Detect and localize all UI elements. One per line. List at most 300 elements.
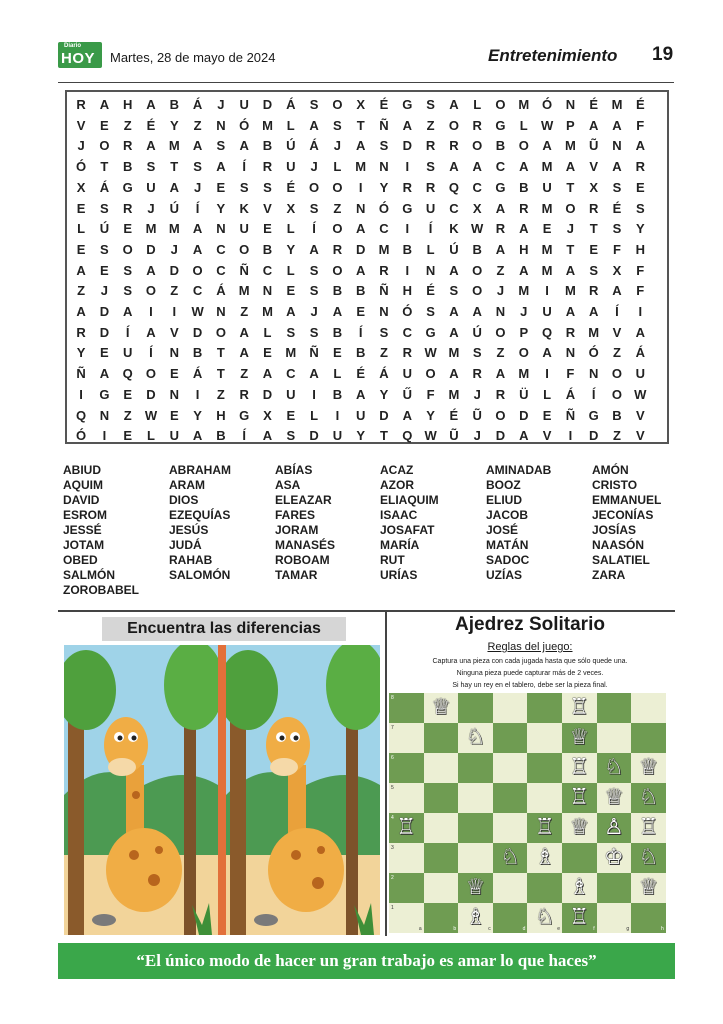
word-list-item: MANASÉS: [275, 538, 336, 552]
grid-letter: U: [332, 428, 343, 444]
board-square-b8[interactable]: [424, 693, 459, 723]
word-search-grid: [65, 90, 669, 444]
grid-letter: I: [312, 386, 317, 402]
grid-letter: Z: [333, 200, 342, 216]
board-square-g2[interactable]: [597, 873, 632, 903]
grid-letter: T: [100, 159, 109, 175]
grid-letter: É: [356, 366, 366, 382]
board-square-d4[interactable]: [493, 813, 528, 843]
board-square-e4[interactable]: [527, 813, 562, 843]
word-list-item: SALATIEL: [592, 553, 650, 567]
grid-letter: G: [402, 200, 413, 216]
queen-icon[interactable]: ♕: [604, 785, 624, 810]
grid-letter: A: [239, 324, 250, 340]
grid-letter: É: [379, 97, 389, 112]
board-square-f5[interactable]: [562, 783, 597, 813]
grid-letter: A: [449, 304, 460, 319]
grid-letter: Á: [99, 179, 110, 195]
grid-letter: M: [611, 97, 623, 112]
grid-letter: K: [449, 221, 460, 237]
word-list-item: OBED: [63, 553, 98, 567]
grid-letter: S: [379, 138, 389, 154]
rook-icon[interactable]: ♖: [638, 815, 659, 840]
grid-letter: P: [566, 117, 576, 133]
grid-letter: E: [169, 366, 180, 382]
grid-letter: Z: [240, 366, 249, 382]
board-square-a3[interactable]: [389, 843, 424, 873]
grid-letter: Í: [125, 324, 130, 340]
newspaper-logo: [58, 42, 102, 68]
grid-letter: E: [542, 407, 552, 423]
grid-letter: N: [495, 304, 506, 319]
grid-letter: R: [76, 97, 87, 112]
grid-letter: F: [613, 241, 622, 257]
grid-letter: B: [472, 241, 483, 257]
grid-letter: X: [76, 179, 86, 195]
grid-letter: Z: [216, 386, 226, 402]
board-square-b6[interactable]: [424, 753, 459, 783]
grid-letter: L: [77, 221, 86, 237]
board-square-d1[interactable]: [493, 903, 528, 933]
rook-icon[interactable]: ♖: [569, 695, 590, 720]
grid-letter: O: [425, 366, 437, 382]
grid-letter: I: [568, 428, 573, 444]
board-square-a7[interactable]: [389, 723, 424, 753]
grid-letter: Á: [565, 386, 576, 402]
grid-letter: A: [449, 262, 460, 278]
knight-icon[interactable]: ♘: [604, 755, 624, 780]
grid-letter: Q: [76, 407, 87, 423]
grid-letter: O: [99, 138, 110, 154]
grid-letter: K: [239, 200, 250, 216]
grid-letter: T: [216, 366, 226, 382]
grid-row: [67, 136, 667, 157]
grid-letter: R: [262, 159, 273, 175]
grid-letter: G: [495, 117, 507, 133]
knight-icon[interactable]: ♘: [638, 845, 659, 870]
file-label: g: [626, 926, 630, 932]
grid-letter: Ú: [99, 221, 110, 237]
knight-icon[interactable]: ♘: [638, 785, 659, 810]
grid-letter: Z: [613, 428, 622, 444]
word-list-item: JOSÉ: [486, 523, 519, 537]
board-square-h3[interactable]: [631, 843, 666, 873]
board-square-d3[interactable]: [493, 843, 528, 873]
grid-letter: S: [123, 283, 133, 299]
board-square-c5[interactable]: [458, 783, 493, 813]
grid-letter: J: [217, 97, 225, 112]
grid-letter: A: [99, 366, 110, 382]
board-square-a8[interactable]: [389, 693, 424, 723]
grid-letter: U: [286, 386, 296, 402]
word-list-item: ELIUD: [486, 493, 522, 507]
grid-letter: F: [636, 283, 645, 299]
grid-letter: E: [356, 304, 366, 319]
grid-letter: Y: [193, 407, 203, 423]
knight-icon[interactable]: ♘: [534, 905, 555, 930]
board-square-f8[interactable]: [562, 693, 597, 723]
board-square-h6[interactable]: [631, 753, 666, 783]
grid-letter: O: [472, 283, 483, 299]
board-square-g5[interactable]: [597, 783, 632, 813]
grid-letter: M: [262, 304, 274, 319]
grid-letter: C: [192, 283, 203, 299]
queen-icon[interactable]: ♕: [638, 875, 659, 900]
grid-letter: S: [309, 97, 319, 112]
grid-letter: V: [635, 428, 646, 444]
grid-letter: C: [472, 179, 483, 195]
grid-letter: U: [239, 221, 250, 237]
grid-letter: J: [310, 304, 319, 319]
grid-letter: É: [612, 200, 622, 216]
grid-letter: Z: [193, 117, 203, 133]
grid-letter: G: [495, 179, 507, 195]
grid-letter: S: [286, 324, 296, 340]
grid-letter: X: [612, 262, 622, 278]
section-divider: [58, 610, 675, 612]
board-square-f1[interactable]: [562, 903, 597, 933]
board-square-d5[interactable]: [493, 783, 528, 813]
board-square-e8[interactable]: [527, 693, 562, 723]
grid-row: [67, 406, 667, 427]
grid-letter: M: [518, 97, 530, 112]
word-list: [63, 463, 675, 603]
file-label: d: [522, 926, 526, 932]
rank-label: 8: [391, 695, 394, 701]
quote-banner: “El único modo de hacer un gran trabajo es amar lo que haces”: [58, 943, 675, 979]
grid-letter: D: [262, 386, 273, 402]
board-square-g4[interactable]: [597, 813, 632, 843]
board-square-b4[interactable]: [424, 813, 459, 843]
grid-letter: N: [565, 345, 576, 361]
board-square-e2[interactable]: [527, 873, 562, 903]
board-square-a2[interactable]: [389, 873, 424, 903]
issue-date: Martes, 28 de mayo de 2024: [110, 50, 276, 65]
grid-row: [67, 157, 667, 178]
grid-letter: A: [146, 324, 157, 340]
word-list-item: SALOMÓN: [169, 568, 231, 582]
grid-letter: M: [355, 159, 367, 175]
grid-letter: O: [495, 97, 507, 112]
grid-letter: O: [518, 138, 530, 154]
board-square-g3[interactable]: [597, 843, 632, 873]
grid-letter: C: [449, 200, 460, 216]
rank-label: 2: [391, 875, 394, 881]
grid-letter: S: [426, 97, 436, 112]
grid-letter: A: [635, 138, 646, 154]
grid-letter: A: [355, 386, 366, 402]
grid-letter: E: [100, 262, 110, 278]
grid-letter: J: [100, 283, 109, 299]
grid-letter: Q: [402, 428, 413, 444]
grid-letter: D: [495, 428, 506, 444]
board-square-b2[interactable]: [424, 873, 459, 903]
grid-letter: R: [472, 117, 483, 133]
bishop-icon[interactable]: ♗: [465, 905, 486, 930]
board-square-h7[interactable]: [631, 723, 666, 753]
grid-letter: D: [99, 324, 110, 340]
grid-letter: N: [612, 138, 623, 154]
word-list-item: TAMAR: [275, 568, 318, 582]
board-square-e1[interactable]: [527, 903, 562, 933]
grid-letter: H: [216, 407, 227, 423]
grid-letter: W: [424, 428, 438, 444]
board-square-e5[interactable]: [527, 783, 562, 813]
board-square-d2[interactable]: [493, 873, 528, 903]
grid-letter: A: [355, 262, 366, 278]
board-square-h8[interactable]: [631, 693, 666, 723]
grid-letter: L: [310, 407, 319, 423]
grid-letter: E: [333, 345, 343, 361]
grid-letter: Ó: [542, 97, 553, 112]
grid-letter: V: [589, 159, 599, 175]
board-square-c7[interactable]: [458, 723, 493, 753]
grid-letter: G: [239, 407, 250, 423]
grid-letter: Á: [192, 97, 203, 112]
knight-icon[interactable]: ♘: [465, 725, 486, 750]
grid-letter: A: [192, 241, 203, 257]
rook-icon[interactable]: ♖: [569, 905, 590, 930]
board-square-f2[interactable]: [562, 873, 597, 903]
grid-letter: R: [425, 138, 436, 154]
grid-letter: L: [519, 117, 529, 133]
board-square-b3[interactable]: [424, 843, 459, 873]
page-number: 19: [652, 44, 674, 65]
rook-icon[interactable]: ♖: [569, 785, 590, 810]
grid-letter: C: [495, 159, 506, 175]
grid-row: [67, 364, 667, 385]
word-list-item: AMÓN: [592, 463, 629, 477]
column-divider: [385, 612, 387, 936]
grid-letter: U: [425, 200, 436, 216]
pawn-icon[interactable]: ♙: [604, 815, 624, 840]
grid-letter: J: [566, 221, 575, 237]
bishop-icon[interactable]: ♗: [534, 845, 555, 870]
board-square-g7[interactable]: [597, 723, 632, 753]
board-square-c1[interactable]: [458, 903, 493, 933]
grid-letter: I: [335, 407, 340, 423]
word-list-item: ZARA: [592, 568, 626, 582]
grid-letter: S: [309, 200, 319, 216]
board-square-b7[interactable]: [424, 723, 459, 753]
grid-letter: Y: [356, 428, 366, 444]
board-square-c4[interactable]: [458, 813, 493, 843]
grid-letter: G: [425, 324, 437, 340]
grid-letter: D: [169, 262, 180, 278]
grid-letter: U: [286, 159, 296, 175]
word-list-item: JOSAFAT: [380, 523, 435, 537]
word-list-item: JORAM: [275, 523, 319, 537]
board-square-a5[interactable]: [389, 783, 424, 813]
board-square-f4[interactable]: [562, 813, 597, 843]
board-square-f3[interactable]: [562, 843, 597, 873]
board-square-f7[interactable]: [562, 723, 597, 753]
grid-letter: A: [239, 345, 250, 361]
grid-letter: E: [100, 117, 110, 133]
board-square-b5[interactable]: [424, 783, 459, 813]
grid-letter: G: [588, 407, 600, 423]
board-square-g1[interactable]: [597, 903, 632, 933]
grid-letter: Ú: [286, 138, 296, 154]
board-square-h1[interactable]: [631, 903, 666, 933]
grid-letter: M: [448, 386, 460, 402]
grid-letter: E: [263, 345, 273, 361]
rook-icon[interactable]: ♖: [534, 815, 555, 840]
grid-letter: U: [239, 97, 250, 112]
board-square-c6[interactable]: [458, 753, 493, 783]
board-square-c3[interactable]: [458, 843, 493, 873]
word-list-item: MATÁN: [486, 538, 529, 552]
grid-letter: S: [123, 262, 133, 278]
grid-letter: J: [310, 159, 319, 175]
grid-row: [67, 281, 667, 302]
grid-letter: P: [519, 324, 529, 340]
grid-letter: N: [99, 407, 110, 423]
grid-letter: Y: [286, 241, 296, 257]
grid-letter: A: [402, 407, 413, 423]
grid-letter: L: [263, 324, 272, 340]
grid-letter: S: [635, 200, 646, 216]
rank-label: 6: [391, 755, 394, 761]
grid-letter: A: [449, 324, 460, 340]
grid-letter: O: [332, 221, 343, 237]
grid-letter: A: [565, 159, 576, 175]
board-square-f6[interactable]: [562, 753, 597, 783]
grid-letter: A: [192, 221, 203, 237]
queen-icon[interactable]: ♕: [569, 815, 590, 840]
grid-letter: Z: [613, 345, 622, 361]
grid-letter: O: [565, 200, 576, 216]
grid-letter: B: [332, 386, 343, 402]
board-square-a1[interactable]: [389, 903, 424, 933]
grid-letter: N: [169, 386, 180, 402]
grid-letter: É: [286, 179, 296, 195]
grid-letter: O: [239, 241, 250, 257]
grid-letter: E: [589, 241, 599, 257]
board-square-e6[interactable]: [527, 753, 562, 783]
board-square-h4[interactable]: [631, 813, 666, 843]
grid-letter: U: [402, 366, 413, 382]
grid-letter: O: [495, 407, 507, 423]
grid-letter: E: [76, 200, 86, 216]
board-square-a6[interactable]: [389, 753, 424, 783]
grid-letter: T: [356, 117, 366, 133]
grid-letter: W: [634, 386, 647, 402]
grid-letter: H: [519, 241, 529, 257]
grid-letter: Í: [242, 159, 247, 175]
king-icon[interactable]: ♔: [604, 845, 624, 870]
grid-letter: S: [379, 324, 389, 340]
board-square-d6[interactable]: [493, 753, 528, 783]
grid-letter: N: [169, 345, 180, 361]
grid-letter: O: [332, 179, 343, 195]
grid-letter: A: [519, 221, 529, 237]
grid-letter: M: [518, 366, 530, 382]
grid-letter: T: [216, 345, 226, 361]
grid-letter: Ó: [76, 159, 87, 175]
queen-icon[interactable]: ♕: [431, 695, 451, 720]
queen-icon[interactable]: ♕: [638, 755, 659, 780]
grid-letter: C: [379, 221, 390, 237]
grid-letter: D: [519, 407, 529, 423]
grid-letter: C: [402, 324, 413, 340]
grid-row: [67, 116, 667, 137]
grid-letter: A: [612, 159, 623, 175]
grid-letter: M: [168, 221, 181, 237]
grid-letter: U: [542, 179, 553, 195]
logo-main-text: HOY: [61, 50, 96, 67]
grid-letter: R: [565, 324, 576, 340]
grid-letter: D: [146, 386, 157, 402]
grid-letter: S: [612, 221, 622, 237]
bishop-icon[interactable]: ♗: [569, 875, 590, 900]
file-label: a: [418, 926, 422, 932]
rules-title: Reglas del juego:: [487, 641, 573, 653]
grid-letter: I: [405, 159, 410, 175]
grid-row: [67, 199, 667, 220]
rank-label: 4: [391, 815, 394, 821]
word-list-item: ISAAC: [380, 508, 418, 522]
grid-letter: A: [216, 159, 227, 175]
word-list-item: ZOROBABEL: [63, 583, 139, 597]
grid-letter: T: [170, 159, 179, 175]
grid-letter: Ñ: [565, 407, 576, 423]
rank-label: 3: [391, 845, 394, 851]
grid-letter: J: [473, 428, 482, 444]
grid-letter: B: [216, 428, 227, 444]
grid-letter: N: [216, 221, 227, 237]
board-square-g8[interactable]: [597, 693, 632, 723]
grid-letter: S: [309, 283, 319, 299]
queen-icon[interactable]: ♕: [465, 875, 486, 900]
grid-letter: I: [195, 386, 200, 402]
board-square-e3[interactable]: [527, 843, 562, 873]
board-square-d8[interactable]: [493, 693, 528, 723]
grid-letter: É: [589, 97, 599, 112]
grid-letter: J: [147, 200, 156, 216]
board-square-d7[interactable]: [493, 723, 528, 753]
board-square-h2[interactable]: [631, 873, 666, 903]
grid-letter: Ũ: [472, 407, 483, 423]
word-list-item: EMMANUEL: [592, 493, 662, 507]
knight-icon[interactable]: ♘: [500, 845, 520, 870]
grid-letter: Ú: [449, 241, 460, 257]
board-square-e7[interactable]: [527, 723, 562, 753]
board-square-b1[interactable]: [424, 903, 459, 933]
grid-letter: A: [495, 366, 506, 382]
grid-letter: R: [635, 159, 646, 175]
grid-letter: M: [541, 200, 554, 216]
grid-letter: R: [402, 345, 413, 361]
grid-letter: E: [169, 407, 180, 423]
board-square-c2[interactable]: [458, 873, 493, 903]
grid-letter: Ñ: [76, 366, 87, 382]
rook-icon[interactable]: ♖: [396, 815, 417, 840]
grid-letter: E: [123, 428, 133, 444]
rook-icon[interactable]: ♖: [569, 755, 590, 780]
grid-letter: E: [123, 386, 133, 402]
board-square-h5[interactable]: [631, 783, 666, 813]
grid-letter: B: [519, 179, 529, 195]
grid-letter: S: [589, 262, 599, 278]
grid-letter: O: [495, 324, 507, 340]
grid-letter: R: [332, 241, 343, 257]
queen-icon[interactable]: ♕: [569, 725, 590, 750]
grid-letter: H: [635, 241, 646, 257]
board-square-c8[interactable]: [458, 693, 493, 723]
board-square-g6[interactable]: [597, 753, 632, 783]
board-square-a4[interactable]: [389, 813, 424, 843]
